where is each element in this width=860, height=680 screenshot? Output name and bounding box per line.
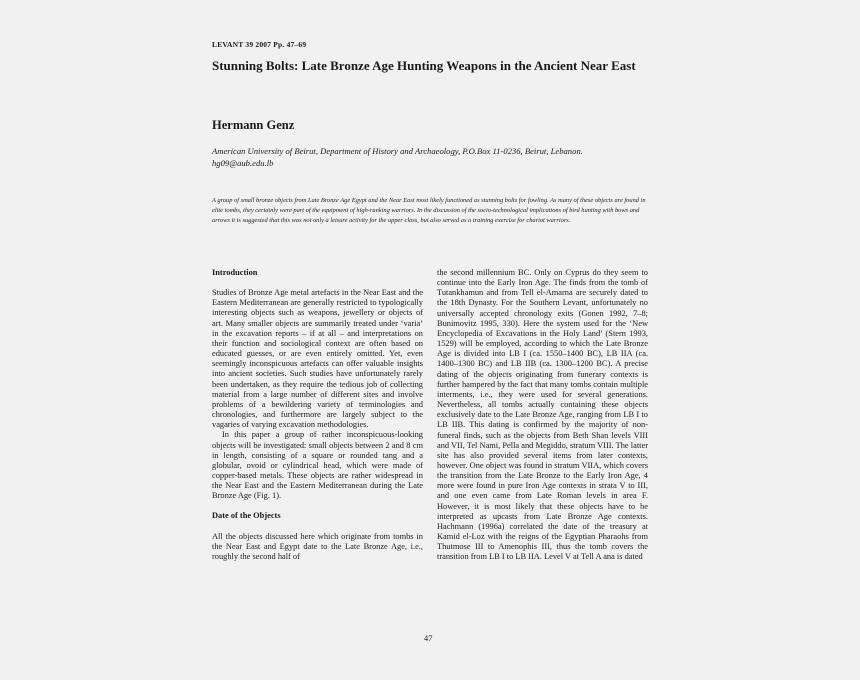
section-heading-introduction: Introduction <box>212 268 258 277</box>
section-heading-date: Date of the Objects <box>212 511 281 521</box>
article-title: Stunning Bolts: Late Bronze Age Hunting Weapons in the Ancient Near East <box>212 58 636 73</box>
author-affiliation: American University of Beirut, Department of History and Archaeology, P.O.Box 11-0236, Beirut, Lebanon. hg09@aub.edu.lb <box>212 146 583 168</box>
abstract: A group of small bronze objects from Late Bronze Age Egypt and the Near East most likely functioned as stunning bolts for fowling. As many of these objects are found in elite tombs, they certainly were part of the equipment of high-ranking warriors. In the discussion of the socio-technological implications of bird hunting with bows and arrows it is suggested that this was not only a leisure activity for the upper class, but also served as a training exercise for chariot warriors. <box>212 197 646 224</box>
date-paragraph-start: All the objects discussed here which originate from tombs in the Near East and Egypt date to the Late Bronze Age, i.e., roughly the second half of <box>212 531 423 561</box>
author-name: Hermann Genz <box>212 118 295 132</box>
date-paragraph-continued: the second millennium BC. Only on Cyprus do they seem to continue into the Early Iron Age. The finds from the tomb of Tutankhamun and from Tell el-Amarna are securely dated to the 18th Dynasty. For the Southern Levant, unfortunately no universally accepted chronology exits (Gonen 1992, 7–8; Bunimovitz 1995, 330). Here the system used for the ‘New Encyclopedia of Excavations in the Holy Land’ (Stern 1993, 1529) will be employed, according to which the Late Bronze Age is divided into LB I (ca. 1550–1400 BC), LB IIA (ca. 1400–1300 BC) and LB IIB (ca. 1300–1200 BC). A precise dating of the objects originating from funerary contexts is further hampered by the fact that many tombs contain multiple interments, i.e., they were used for several generations. Nevertheless, all tombs actually containing these objects exclusively date to the Late Bronze Age, ranging from LB I to LB IIB. This dating is confirmed by the majority of non-funeral finds, such as the objects from Beth Shan levels VIII and VII, Tel Nami, Pella and Megiddo, stratum VIII. The latter site has also provided several items from later contexts, however. One object was found in stratum VIIA, which covers the transition from the Late Bronze to the Early Iron Age, 4 more were found in pure Iron Age contexts in strata V to III, and one even came from Late Roman levels in area F. However, it is most likely that these objects have to be interpreted as upcasts from Late Bronze Age contexts. Hachmann (1996a) correlated the date of the treasury at Kamid el-Loz with the reigns of the Egyptian Pharaohs from Thutmose III to Amenophis III, thus the tomb covers the transition from LB I to LB IIA. Level V at Tell A ana is dated <box>437 268 648 562</box>
intro-paragraph-2: In this paper a group of rather inconspicuous-looking objects will be investigated: small objects between 2 and 8 cm in length, consisting of a square or rounded tang and a globular, ovoid or cylindrical head, which were made of copper-based metals. These objects are rather widespread in the Near East and the Eastern Mediterranean during the Late Bronze Age (Fig. 1). <box>212 430 423 501</box>
intro-paragraph-1: Studies of Bronze Age metal artefacts in the Near East and the Eastern Mediterranean are generally restricted to typologically interesting objects such as weapons, jewellery or objects of art. Many smaller objects are summarily treated under ‘varia’ in the excavation reports – if at all – and interpretations on their function and sociological context are often based on educated guesses, or are even entirely omitted. Yet, even seemingly inconspicuous artefacts can offer valuable insights into ancient societies. Such studies have unfortunately rarely been undertaken, as they require the tedious job of collecting material from a large number of different sites and involve problems of a bewildering variety of terminologies and chronologies, and furthermore are largely subject to the vagaries of varying excavation methodologies. <box>212 288 423 430</box>
journal-citation: LEVANT 39 2007 Pp. 47–69 <box>212 40 307 49</box>
body-column-left <box>212 268 423 562</box>
body-column-right <box>437 268 648 563</box>
page-number: 47 <box>424 634 433 643</box>
